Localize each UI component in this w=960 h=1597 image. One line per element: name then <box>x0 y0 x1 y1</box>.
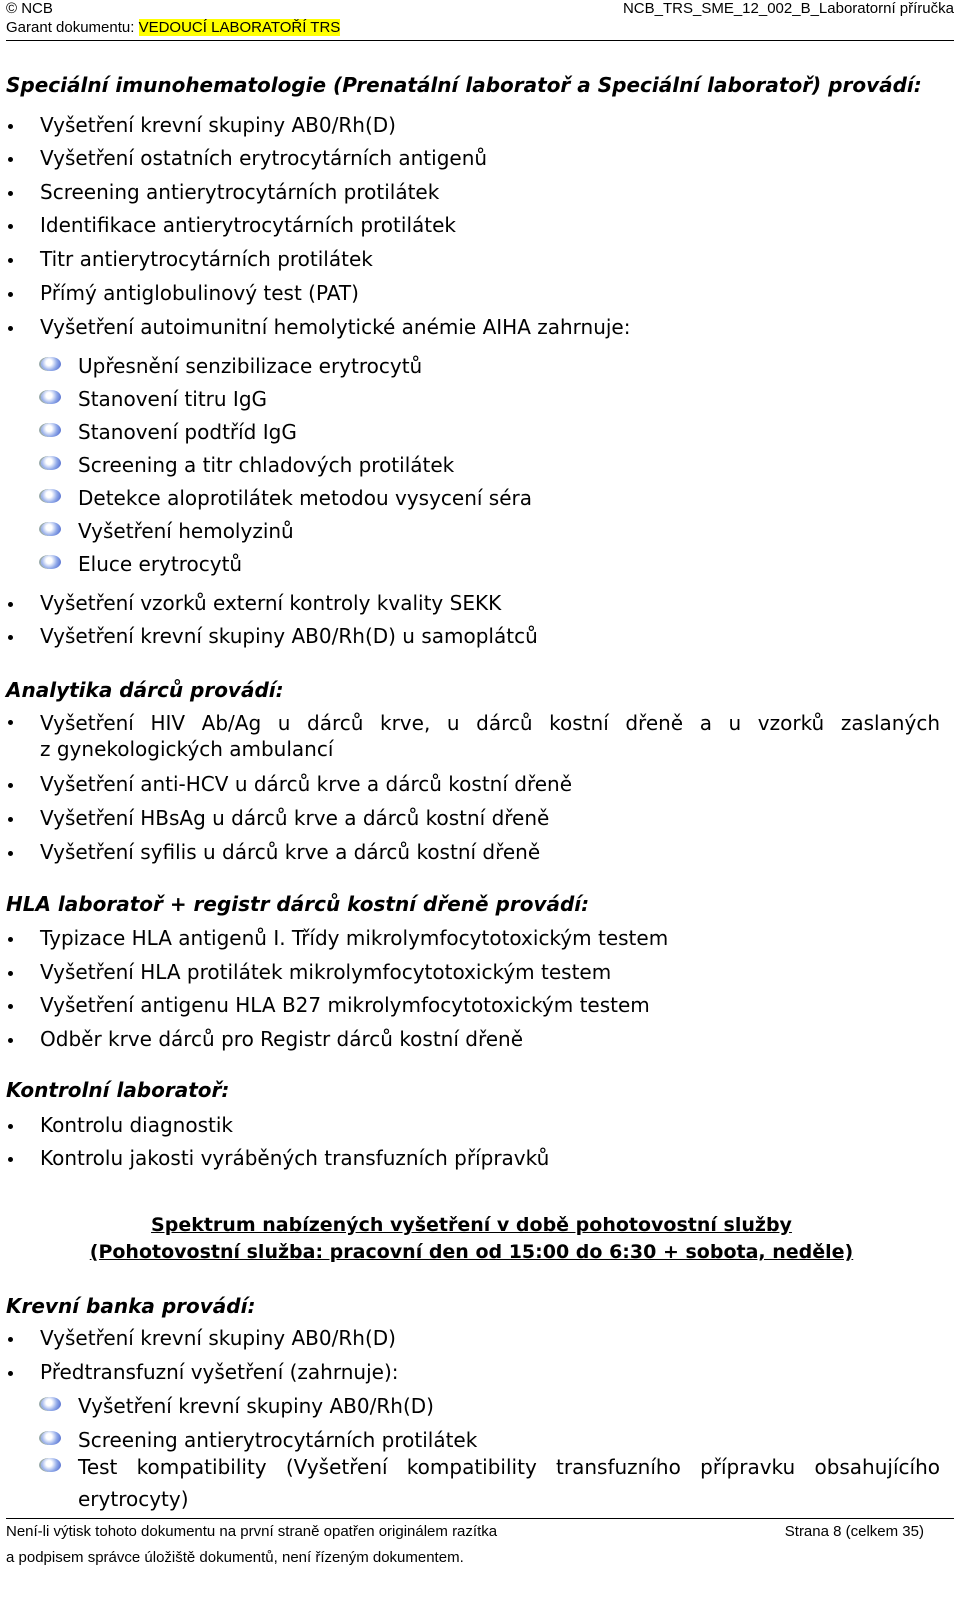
list-item: Titr antierytrocytárních protilátek <box>40 247 373 271</box>
bullet-icon <box>41 357 61 371</box>
list-item: Screening antierytrocytárních protilátek <box>40 180 440 204</box>
list-item: Vyšetření autoimunitní hemolytické anémie AIHA zahrnuje: <box>40 315 631 339</box>
sub-list-item-continuation: erytrocyty) <box>78 1487 189 1511</box>
emergency-subtitle: (Pohotovostní služba: pracovní den od 15:00 do 6:30 + sobota, neděle) <box>89 1241 854 1263</box>
list-item: Vyšetření syfilis u dárců krve a dárců kostní dřeně <box>40 840 541 864</box>
header-guarantor-value: VEDOUCÍ LABORATOŘÍ TRS <box>138 19 341 36</box>
header-guarantor-label: Garant dokumentu: <box>6 19 135 36</box>
sub-list-item: Vyšetření krevní skupiny AB0/Rh(D) <box>78 1394 434 1418</box>
header-copyright: © NCB <box>6 0 53 17</box>
sub-list-item: Screening a titr chladových protilátek <box>78 453 454 477</box>
header-doc-code: NCB_TRS_SME_12_002_B_Laboratorní příručka <box>622 0 954 17</box>
sub-list-item: Stanovení titru IgG <box>78 387 267 411</box>
emergency-title: Spektrum nabízených vyšetření v době pohotovostní služby <box>151 1214 792 1236</box>
list-item: Vyšetření HLA protilátek mikrolymfocytotoxickým testem <box>40 960 612 984</box>
list-item: Vyšetření anti-HCV u dárců krve a dárců kostní dřeně <box>40 772 573 796</box>
list-item: Odběr krve dárců pro Registr dárců kostní dřeně <box>40 1027 524 1051</box>
heading-special: Speciální imunohematologie (Prenatální laboratoř a Speciální laboratoř) provádí: <box>6 73 922 97</box>
list-item: Vyšetření HBsAg u dárců krve a dárců kostní dřeně <box>40 806 550 830</box>
list-item: Vyšetření krevní skupiny AB0/Rh(D) <box>40 113 396 137</box>
list-item: Vyšetření krevní skupiny AB0/Rh(D) u samoplátců <box>40 624 538 648</box>
page-footer <box>6 1518 954 1566</box>
list-item: Kontrolu diagnostik <box>40 1113 233 1137</box>
bullet-icon <box>41 522 61 536</box>
page-header <box>6 0 954 41</box>
header-guarantor <box>6 19 340 36</box>
sub-list-item: Stanovení podtříd IgG <box>78 420 297 444</box>
page-number: Strana 8 (celkem 35) <box>784 1523 924 1540</box>
bullet-icon <box>41 390 61 404</box>
bullet-icon <box>41 456 61 470</box>
bullet-icon <box>41 1431 61 1445</box>
list-item: Typizace HLA antigenů I. Třídy mikrolymfocytotoxickým testem <box>40 926 669 950</box>
heading-control: Kontrolní laboratoř: <box>6 1078 230 1102</box>
sub-list-item: Test kompatibility (Vyšetření kompatibility transfuzního přípravku obsahujícího <box>78 1455 940 1479</box>
sub-list-item: Screening antierytrocytárních protilátek <box>78 1428 477 1452</box>
bullet-icon <box>41 489 61 503</box>
heading-bloodbank: Krevní banka provádí: <box>6 1294 256 1318</box>
list-item-continuation: z gynekologických ambulancí <box>40 737 334 761</box>
bullet-icon <box>41 1397 61 1411</box>
sub-list-item: Vyšetření hemolyzinů <box>78 519 294 543</box>
list-item: Přímý antiglobulinový test (PAT) <box>40 281 359 305</box>
list-item: Kontrolu jakosti vyráběných transfuzních přípravků <box>40 1146 550 1170</box>
sub-list-item: Upřesnění senzibilizace erytrocytů <box>78 354 422 378</box>
heading-hla: HLA laboratoř + registr dárců kostní dřeně provádí: <box>6 892 590 916</box>
footer-note-line1: Není-li výtisk tohoto dokumentu na první straně opatřen originálem razítka <box>6 1523 498 1540</box>
list-item: Vyšetření ostatních erytrocytárních antigenů <box>40 146 488 170</box>
bullet-icon <box>41 555 61 569</box>
list-item: Předtransfuzní vyšetření (zahrnuje): <box>40 1360 399 1384</box>
sub-list-item: Eluce erytrocytů <box>78 552 242 576</box>
list-item: Vyšetření vzorků externí kontroly kvality SEKK <box>40 591 502 615</box>
heading-donors: Analytika dárců provádí: <box>6 678 284 702</box>
list-item: Identifikace antierytrocytárních protilátek <box>40 213 456 237</box>
list-item: Vyšetření HIV Ab/Ag u dárců krve, u dárců kostní dřeně a u vzorků zaslaných <box>40 711 940 735</box>
bullet-icon <box>41 1458 61 1472</box>
footer-note-line2: a podpisem správce úložiště dokumentů, není řízeným dokumentem. <box>6 1549 464 1566</box>
bullet-icon <box>41 423 61 437</box>
sub-list-item: Detekce aloprotilátek metodou vysycení séra <box>78 486 532 510</box>
list-item: Vyšetření krevní skupiny AB0/Rh(D) <box>40 1326 396 1350</box>
list-item: Vyšetření antigenu HLA B27 mikrolymfocytotoxickým testem <box>40 993 650 1017</box>
